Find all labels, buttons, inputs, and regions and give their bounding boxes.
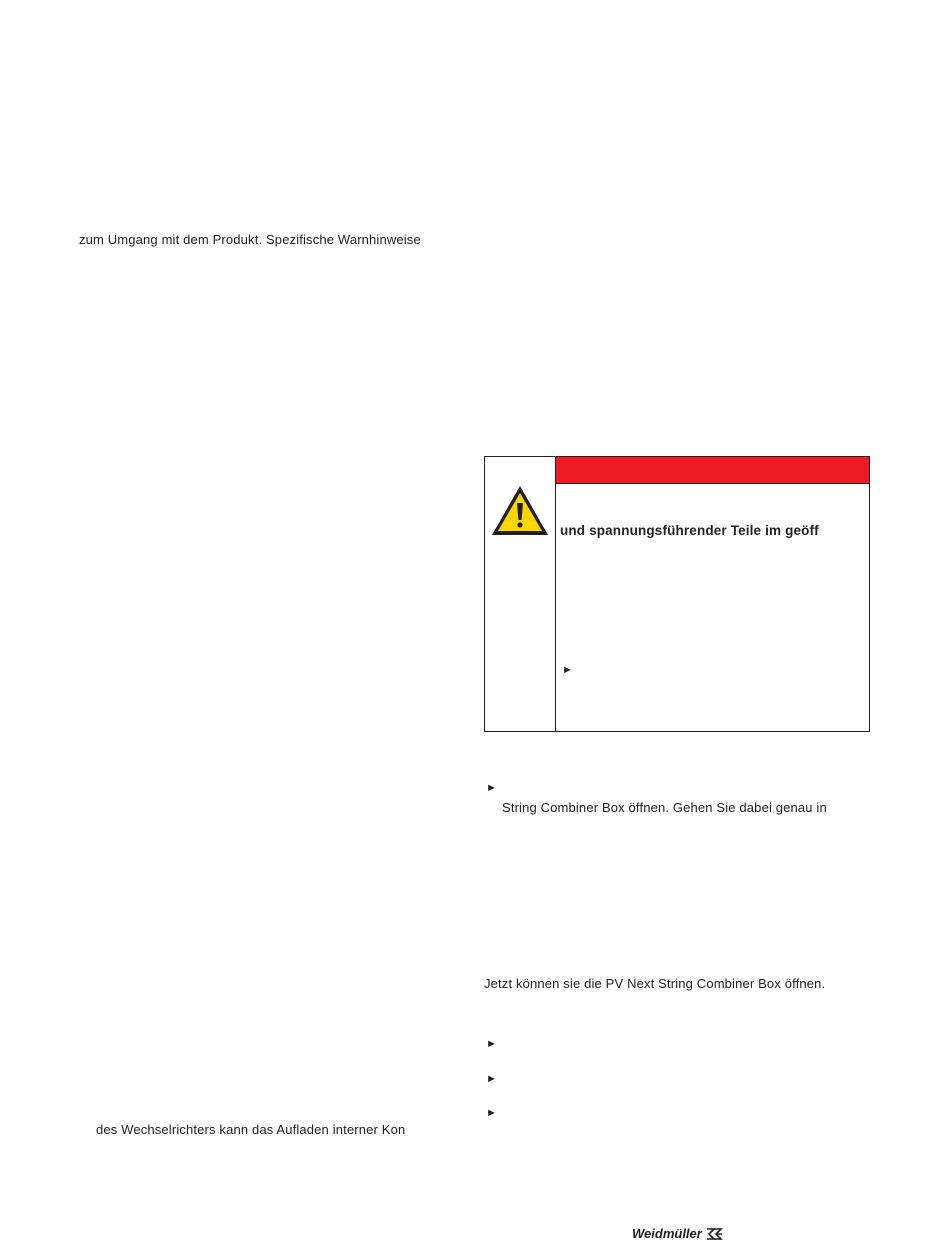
bullet-arrow-2: ► xyxy=(486,1073,497,1085)
warning-arrow-bullet: ► xyxy=(562,664,573,676)
warning-box-divider xyxy=(555,457,556,731)
paragraph-open-box: Jetzt können sie die PV Next String Combiner Box öffnen. xyxy=(484,976,826,991)
warning-header-bar xyxy=(556,457,869,484)
bullet-arrow-1: ► xyxy=(486,1038,497,1050)
left-text-line-2: des Wechselrichters kann das Aufladen interner Kon xyxy=(96,1122,406,1137)
warning-triangle-icon xyxy=(489,483,551,542)
bullet-arrow-3: ► xyxy=(486,1107,497,1119)
step-arrow-bullet: ► xyxy=(486,782,497,794)
logo-mark-icon xyxy=(705,1227,723,1241)
left-text-line-1: zum Umgang mit dem Produkt. Spezifische Warnhinweise xyxy=(79,232,421,247)
logo-text: Weidmüller xyxy=(632,1226,702,1241)
weidmueller-logo xyxy=(632,1226,723,1241)
warning-bold-line: und spannungsführender Teile im geöff xyxy=(560,523,819,538)
step-text-line: String Combiner Box öffnen. Gehen Sie dabei genau in xyxy=(502,800,827,815)
warning-box xyxy=(484,456,870,732)
